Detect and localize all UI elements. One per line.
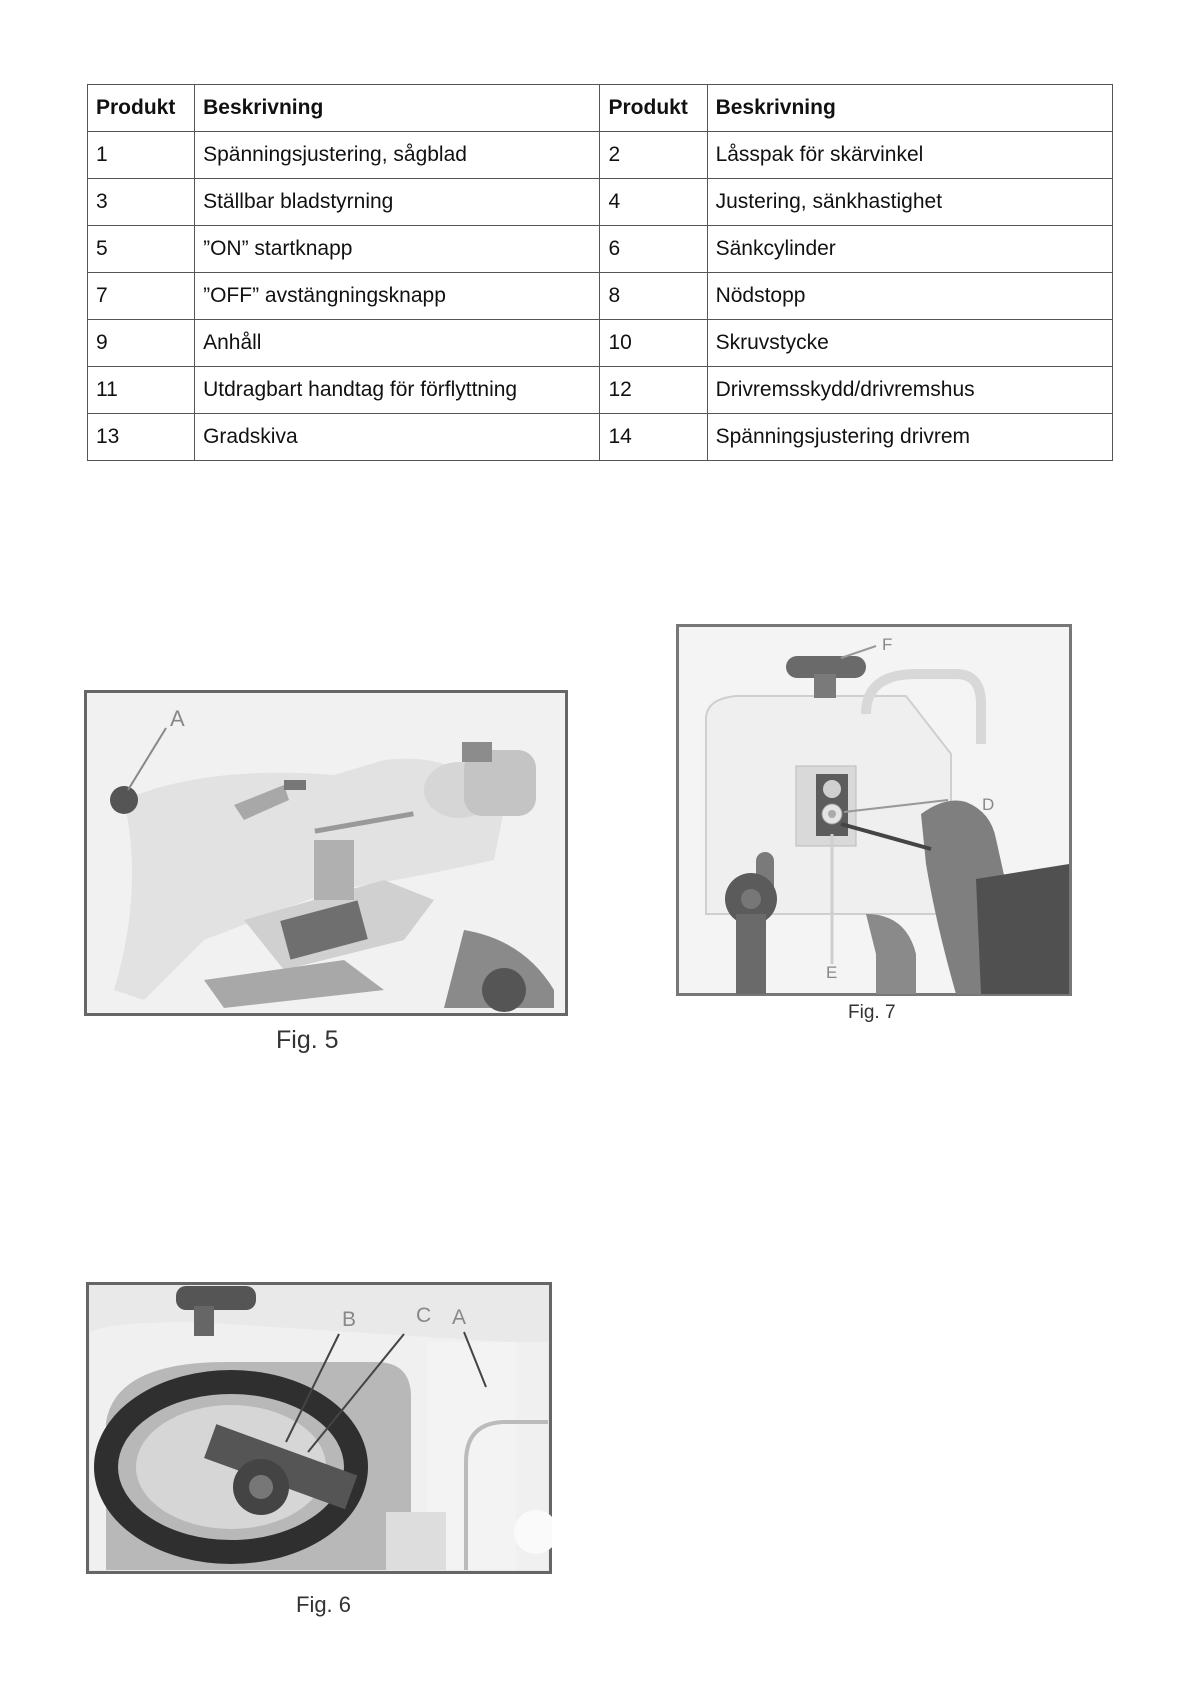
table-cell: Utdragbart handtag för förflyttning <box>195 367 600 414</box>
column-header: Beskrivning <box>707 85 1112 132</box>
figure-6-caption: Fig. 6 <box>296 1592 352 1617</box>
table-row <box>88 273 1113 320</box>
callout-label-b: B <box>342 1308 357 1331</box>
table-cell: 13 <box>88 414 195 461</box>
table-cell: ”ON” startknapp <box>195 226 600 273</box>
table-row <box>88 226 1113 273</box>
table-row <box>88 367 1113 414</box>
table-cell: 11 <box>88 367 195 414</box>
parts-table <box>87 84 1113 461</box>
table-cell: 4 <box>600 179 707 226</box>
figure-6 <box>86 1282 552 1574</box>
table-cell: 5 <box>88 226 195 273</box>
figure-5-photo <box>84 690 568 1016</box>
table-cell: Justering, sänkhastighet <box>707 179 1112 226</box>
figure-7 <box>676 624 1072 996</box>
table-cell: Drivremsskydd/drivremshus <box>707 367 1112 414</box>
table-cell: 1 <box>88 132 195 179</box>
figure-5 <box>84 690 568 1016</box>
figure-7-caption: Fig. 7 <box>848 1002 896 1023</box>
table-cell: ”OFF” avstängningsknapp <box>195 273 600 320</box>
column-header: Produkt <box>600 85 707 132</box>
table-cell: 8 <box>600 273 707 320</box>
callout-label-d: D <box>982 795 995 814</box>
figure-5-caption: Fig. 5 <box>276 1026 339 1054</box>
table-row <box>88 132 1113 179</box>
table-cell: Sänkcylinder <box>707 226 1112 273</box>
column-header: Beskrivning <box>195 85 600 132</box>
callout-label-e: E <box>826 963 838 982</box>
figure-6-photo <box>86 1282 552 1574</box>
table-cell: Låsspak för skärvinkel <box>707 132 1112 179</box>
table-cell: Ställbar bladstyrning <box>195 179 600 226</box>
table-cell: 3 <box>88 179 195 226</box>
table-cell: 12 <box>600 367 707 414</box>
table-cell: 9 <box>88 320 195 367</box>
table-cell: Gradskiva <box>195 414 600 461</box>
table-cell: 7 <box>88 273 195 320</box>
column-header: Produkt <box>88 85 195 132</box>
table-header-row <box>88 85 1113 132</box>
table-cell: Anhåll <box>195 320 600 367</box>
callout-label-f: F <box>882 635 893 654</box>
callout-label-c: C <box>416 1304 432 1327</box>
table-cell: Nödstopp <box>707 273 1112 320</box>
figure-7-photo <box>676 624 1072 996</box>
callout-label-a: A <box>452 1306 467 1329</box>
table-row <box>88 320 1113 367</box>
callout-label-a: A <box>170 706 185 731</box>
table-row <box>88 179 1113 226</box>
table-cell: 10 <box>600 320 707 367</box>
table-cell: 2 <box>600 132 707 179</box>
table-row <box>88 414 1113 461</box>
table-cell: Spänningsjustering, sågblad <box>195 132 600 179</box>
table-cell: 6 <box>600 226 707 273</box>
table-cell: 14 <box>600 414 707 461</box>
table-cell: Skruvstycke <box>707 320 1112 367</box>
table-cell: Spänningsjustering drivrem <box>707 414 1112 461</box>
